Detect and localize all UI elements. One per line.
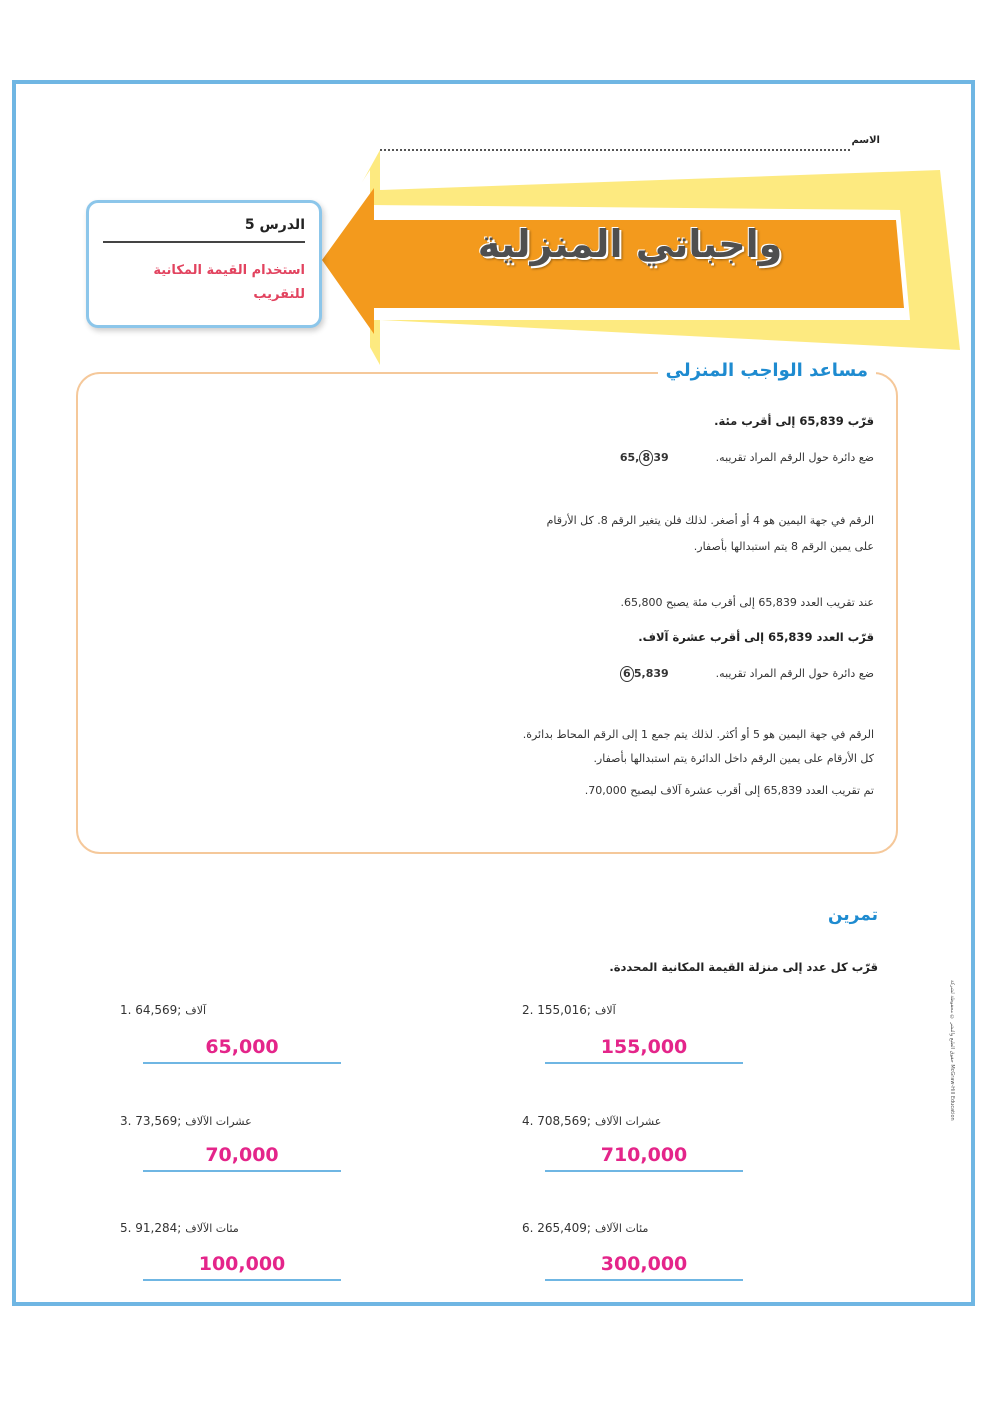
problem-label: 6. 265,409; <box>522 1221 591 1235</box>
step-2-num-post: 5,839 <box>633 667 669 680</box>
problem-place: آلاف <box>185 1004 207 1017</box>
helper-question-2: قرّب العدد 65,839 إلى أقرب عشرة آلاف. <box>638 630 874 644</box>
helper-result-2: تم تقريب العدد 65,839 إلى أقرب عشرة آلاف ليصبح 70,000. <box>584 784 874 797</box>
step-2-text: ضع دائرة حول الرقم المراد تقريبه. <box>715 667 874 680</box>
step-1-number <box>620 451 669 464</box>
problem-place: عشرات الآلاف <box>185 1115 252 1128</box>
helper-step-2 <box>620 666 874 682</box>
answer-field[interactable]: 300,000 <box>545 1249 743 1281</box>
answer-field[interactable]: 65,000 <box>143 1032 341 1064</box>
lesson-label: الدرس 5 <box>103 217 305 243</box>
problem-place: آلاف <box>594 1004 616 1017</box>
step-1-num-pre: 65, <box>619 451 640 464</box>
answer-field[interactable]: 155,000 <box>545 1032 743 1064</box>
problem-label: 5. 91,284; <box>120 1221 182 1235</box>
helper-para-2-line-2: كل الأرقام على يمين الرقم داخل الدائرة يتم استبدالها بأصفار. <box>593 752 874 765</box>
problem-place: مئات الآلاف <box>185 1222 239 1235</box>
step-2-number <box>620 667 669 680</box>
helper-para-1-line-1: الرقم في جهة اليمين هو 4 أو أصغر. لذلك فلن يتغير الرقم 8. كل الأرقام <box>546 514 874 527</box>
exercise-title: تمرين <box>827 905 878 925</box>
homework-helper-box <box>76 360 898 854</box>
problem-1 <box>120 1003 206 1017</box>
answer-field[interactable]: 100,000 <box>143 1249 341 1281</box>
circled-digit: 6 <box>620 666 634 682</box>
problem-label: 1. 64,569; <box>120 1003 182 1017</box>
answer-field[interactable]: 710,000 <box>545 1140 743 1172</box>
step-1-num-post: 39 <box>653 451 669 464</box>
helper-para-1-line-2: على يمين الرقم 8 يتم استبدالها بأصفار. <box>693 540 874 553</box>
lesson-topic-line1: استخدام القيمة المكانية <box>153 263 305 278</box>
problem-5 <box>120 1221 239 1235</box>
circled-digit: 8 <box>639 450 653 466</box>
copyright-note: حقوق الطبع والنشر © محفوظة لشركة McGraw-Hill Education <box>949 980 955 1121</box>
lesson-topic <box>103 259 305 307</box>
helper-step-1 <box>620 450 874 466</box>
lesson-card <box>86 200 322 328</box>
name-label: الاسم <box>851 135 880 146</box>
problem-6 <box>522 1221 648 1235</box>
step-1-text: ضع دائرة حول الرقم المراد تقريبه. <box>715 451 874 464</box>
helper-title: مساعد الواجب المنزلي <box>658 360 876 381</box>
banner-title: واجباتي المنزلية <box>477 222 783 266</box>
problem-label: 3. 73,569; <box>120 1114 182 1128</box>
problem-2 <box>522 1003 616 1017</box>
problem-label: 2. 155,016; <box>522 1003 591 1017</box>
helper-para-2-line-1: الرقم في جهة اليمين هو 5 أو أكثر. لذلك يتم جمع 1 إلى الرقم المحاط بدائرة. <box>522 728 874 741</box>
exercise-instruction: قرّب كل عدد إلى منزلة القيمة المكانية المحددة. <box>609 960 878 974</box>
helper-question-1: قرّب 65,839 إلى أقرب مئة. <box>714 414 874 428</box>
lesson-topic-line2: للتقريب <box>253 287 305 302</box>
helper-result-1: عند تقريب العدد 65,839 إلى أقرب مئة يصبح 65,800. <box>620 596 874 609</box>
problem-3 <box>120 1114 252 1128</box>
problem-place: مئات الآلاف <box>594 1222 649 1235</box>
problem-4 <box>522 1114 661 1128</box>
problem-place: عشرات الآلاف <box>594 1115 662 1128</box>
problem-label: 4. 708,569; <box>522 1114 591 1128</box>
answer-field[interactable]: 70,000 <box>143 1140 341 1172</box>
